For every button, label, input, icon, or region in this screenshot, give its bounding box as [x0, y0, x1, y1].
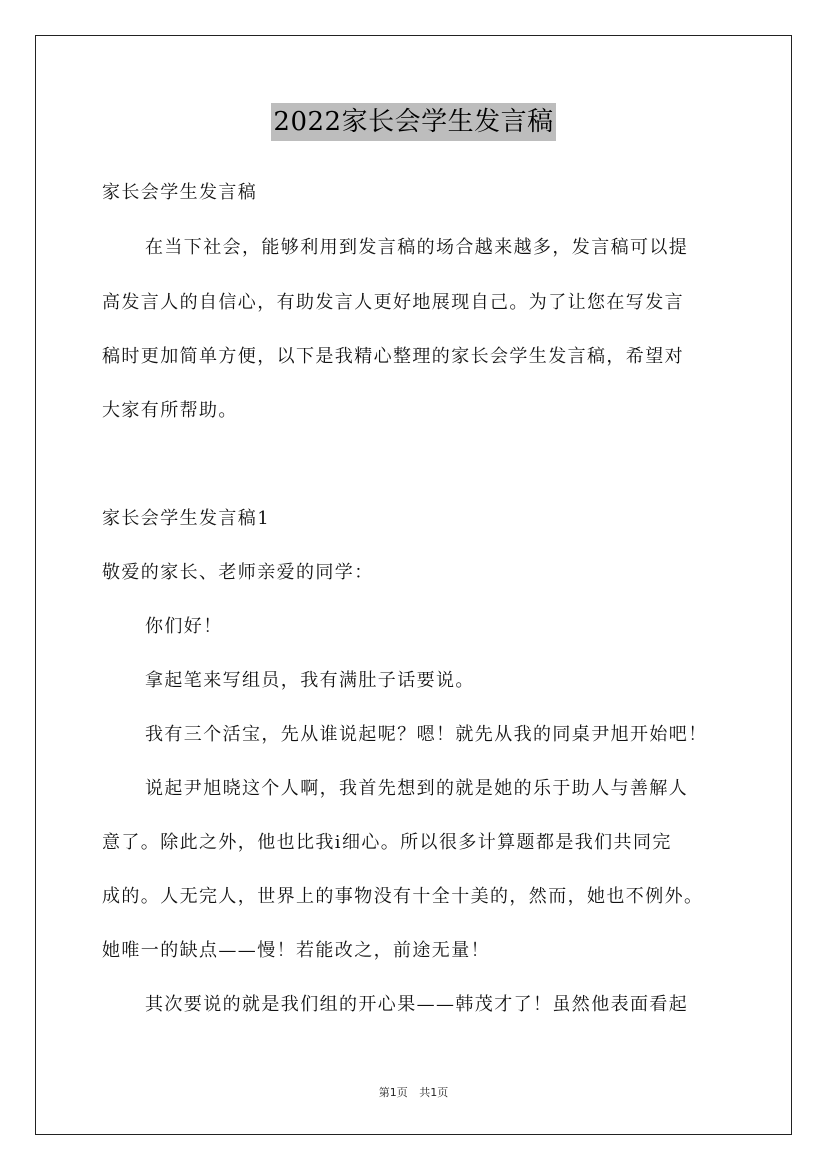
body-line: 其次要说的就是我们组的开心果——韩茂才了！虽然他表面看起: [145, 994, 689, 1015]
body-line: 拿起笔来写组员，我有满肚子话要说。: [145, 670, 475, 691]
subtitle: 家长会学生发言稿: [102, 182, 258, 203]
page-number: 第1页: [378, 1086, 408, 1099]
body-line: 说起尹旭晓这个人啊，我首先想到的就是她的乐于助人与善解人: [145, 778, 689, 799]
intro-line: 在当下社会，能够利用到发言稿的场合越来越多，发言稿可以提: [145, 237, 689, 258]
body-line: 你们好！: [145, 616, 223, 637]
title-container: [0, 103, 827, 141]
section-title: 家长会学生发言稿1: [102, 508, 271, 529]
intro-line: 大家有所帮助。: [102, 400, 238, 421]
body-line: 我有三个活宝，先从谁说起呢？嗯！就先从我的同桌尹旭开始吧！: [145, 724, 708, 745]
intro-line: 稿时更加简单方便，以下是我精心整理的家长会学生发言稿，希望对: [102, 346, 684, 367]
salutation: 敬爱的家长、老师亲爱的同学：: [102, 562, 374, 583]
page-footer: [0, 1084, 827, 1100]
document-title: 2022家长会学生发言稿: [271, 103, 555, 141]
body-line: 意了。除此之外，他也比我i细心。所以很多计算题都是我们共同完: [102, 832, 672, 853]
body-line: 她唯一的缺点——慢！若能改之，前途无量！: [102, 940, 490, 961]
body-line: 成的。人无完人，世界上的事物没有十全十美的，然而，她也不例外。: [102, 886, 704, 907]
intro-line: 高发言人的自信心，有助发言人更好地展现自己。为了让您在写发言: [102, 292, 684, 313]
page-total: 共1页: [419, 1086, 449, 1099]
